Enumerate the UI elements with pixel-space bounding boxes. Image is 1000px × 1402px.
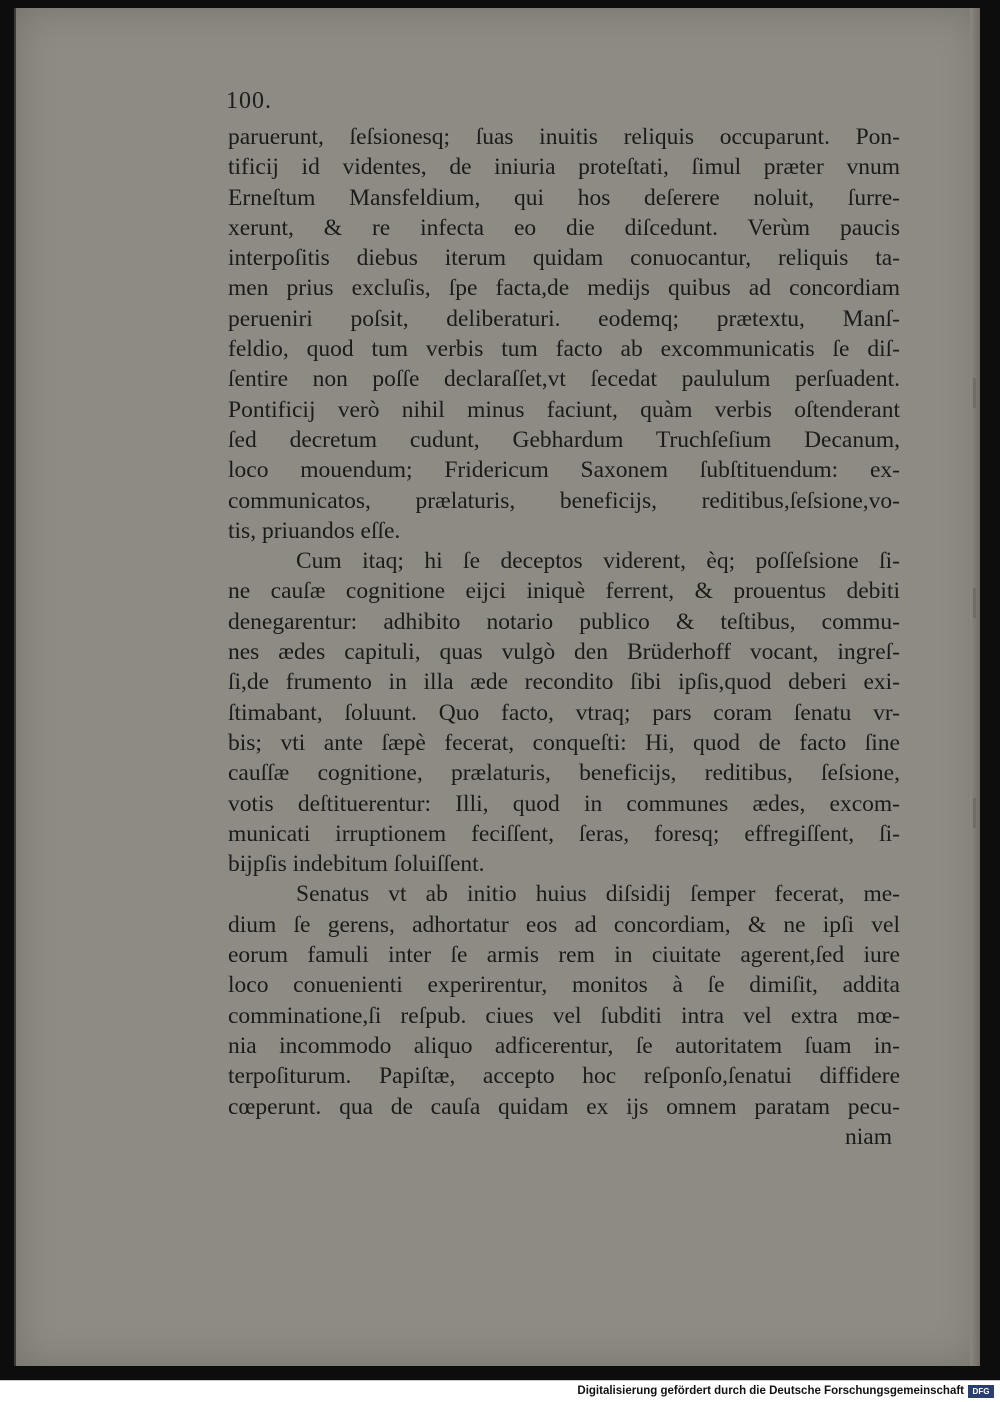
dfg-logo-icon[interactable]: DFG (968, 1385, 994, 1398)
body-text (228, 122, 900, 1152)
text-line: interpoſitis diebus iterum quidam conuocantur, reliquis ta- (228, 245, 900, 272)
text-line: Pontificij verò nihil minus faciunt, quàm verbis oſtenderant (228, 396, 900, 423)
text-line: men prius excluſis, ſpe facta,de medijs quibus ad concordiam (228, 275, 900, 302)
text-line: municati irruptionem feciſſent, ſeras, foresq; effregiſſent, ſi- (228, 820, 900, 847)
text-line: nia incommodo aliquo adficerentur, ſe autoritatem ſuam in- (228, 1032, 900, 1059)
catchword: niam (845, 1123, 892, 1150)
text-line: cœperunt. qua de cauſa quidam ex ijs omnem paratam pecu- (228, 1093, 900, 1120)
text-line: votis deſtituerentur: Illi, quod in communes ædes, excom- (228, 790, 900, 817)
text-line: terpoſiturum. Papiſtæ, accepto hoc reſponſo,ſenatui diffidere (228, 1063, 900, 1090)
text-line: ſi,de frumento in illa æde recondito ſibi ipſis,quod deberi exi- (228, 669, 900, 696)
text-line: dium ſe gerens, adhortatur eos ad concordiam, & ne ipſi vel (228, 911, 900, 938)
text-line: xerunt, & re infecta eo die diſcedunt. Verùm paucis (228, 214, 900, 241)
funding-credit: Digitalisierung gefördert durch die Deutsche Forschungsgemeinschaft (577, 1385, 964, 1397)
text-line: ne cauſæ cognitione eijci iniquè ferrent, & prouentus debiti (228, 578, 900, 605)
text-line: ſtimabant, ſoluunt. Quo facto, vtraq; pars coram ſenatu vr- (228, 699, 900, 726)
text-line: tificij id videntes, de iniuria proteſtati, ſimul præter vnum (228, 154, 900, 181)
text-line: Erneſtum Mansfeldium, qui hos deſerere noluit, ſurre- (228, 184, 900, 211)
text-line: ſed decretum cudunt, Gebhardum Truchſeſium Decanum, (228, 426, 900, 453)
text-line: Cum itaq; hi ſe deceptos viderent, èq; poſſeſsione ſi- (296, 548, 900, 575)
text-line: bijpſis indebitum ſoluiſſent. (228, 851, 485, 878)
text-line: bis; vti ante ſæpè fecerat, conqueſti: Hi, quod de facto ſine (228, 729, 900, 756)
text-line: tis, priuandos eſſe. (228, 517, 401, 544)
page-number: 100. (226, 88, 272, 114)
text-line: denegarentur: adhibito notario publico & teſtibus, commu- (228, 608, 900, 635)
text-line: perueniri poſsit, deliberaturi. eodemq; prætextu, Manſ- (228, 305, 900, 332)
footer-bar (0, 1380, 1000, 1402)
text-line: communicatos, prælaturis, beneficijs, reditibus,ſeſsione,vo- (228, 487, 900, 514)
text-line: feldio, quod tum verbis tum facto ab excommunicatis ſe diſ- (228, 336, 900, 363)
text-line: eorum famuli inter ſe armis rem in ciuitate agerent,ſed iure (228, 942, 900, 969)
text-line: loco conuenienti experirentur, monitos à ſe dimiſit, addita (228, 972, 900, 999)
text-line: Senatus vt ab initio huius diſsidij ſemper fecerat, me- (296, 881, 900, 908)
text-line: loco mouendum; Fridericum Saxonem ſubſtituendum: ex- (228, 457, 900, 484)
text-line: ſentire non poſſe declaraſſet,vt ſecedat paululum perſuadent. (228, 366, 900, 393)
text-line: paruerunt, ſeſsionesq; ſuas inuitis reliquis occuparunt. Pon- (228, 124, 900, 150)
text-line: nes ædes capituli, quas vulgò den Brüderhoff vocant, ingreſ- (228, 639, 900, 666)
text-line: cauſſæ cognitione, prælaturis, beneficijs, reditibus, ſeſsione, (228, 760, 900, 787)
edge-marks (973, 378, 976, 1008)
text-line: comminatione,ſi reſpub. ciues vel ſubditi intra vel extra mœ- (228, 1002, 900, 1029)
